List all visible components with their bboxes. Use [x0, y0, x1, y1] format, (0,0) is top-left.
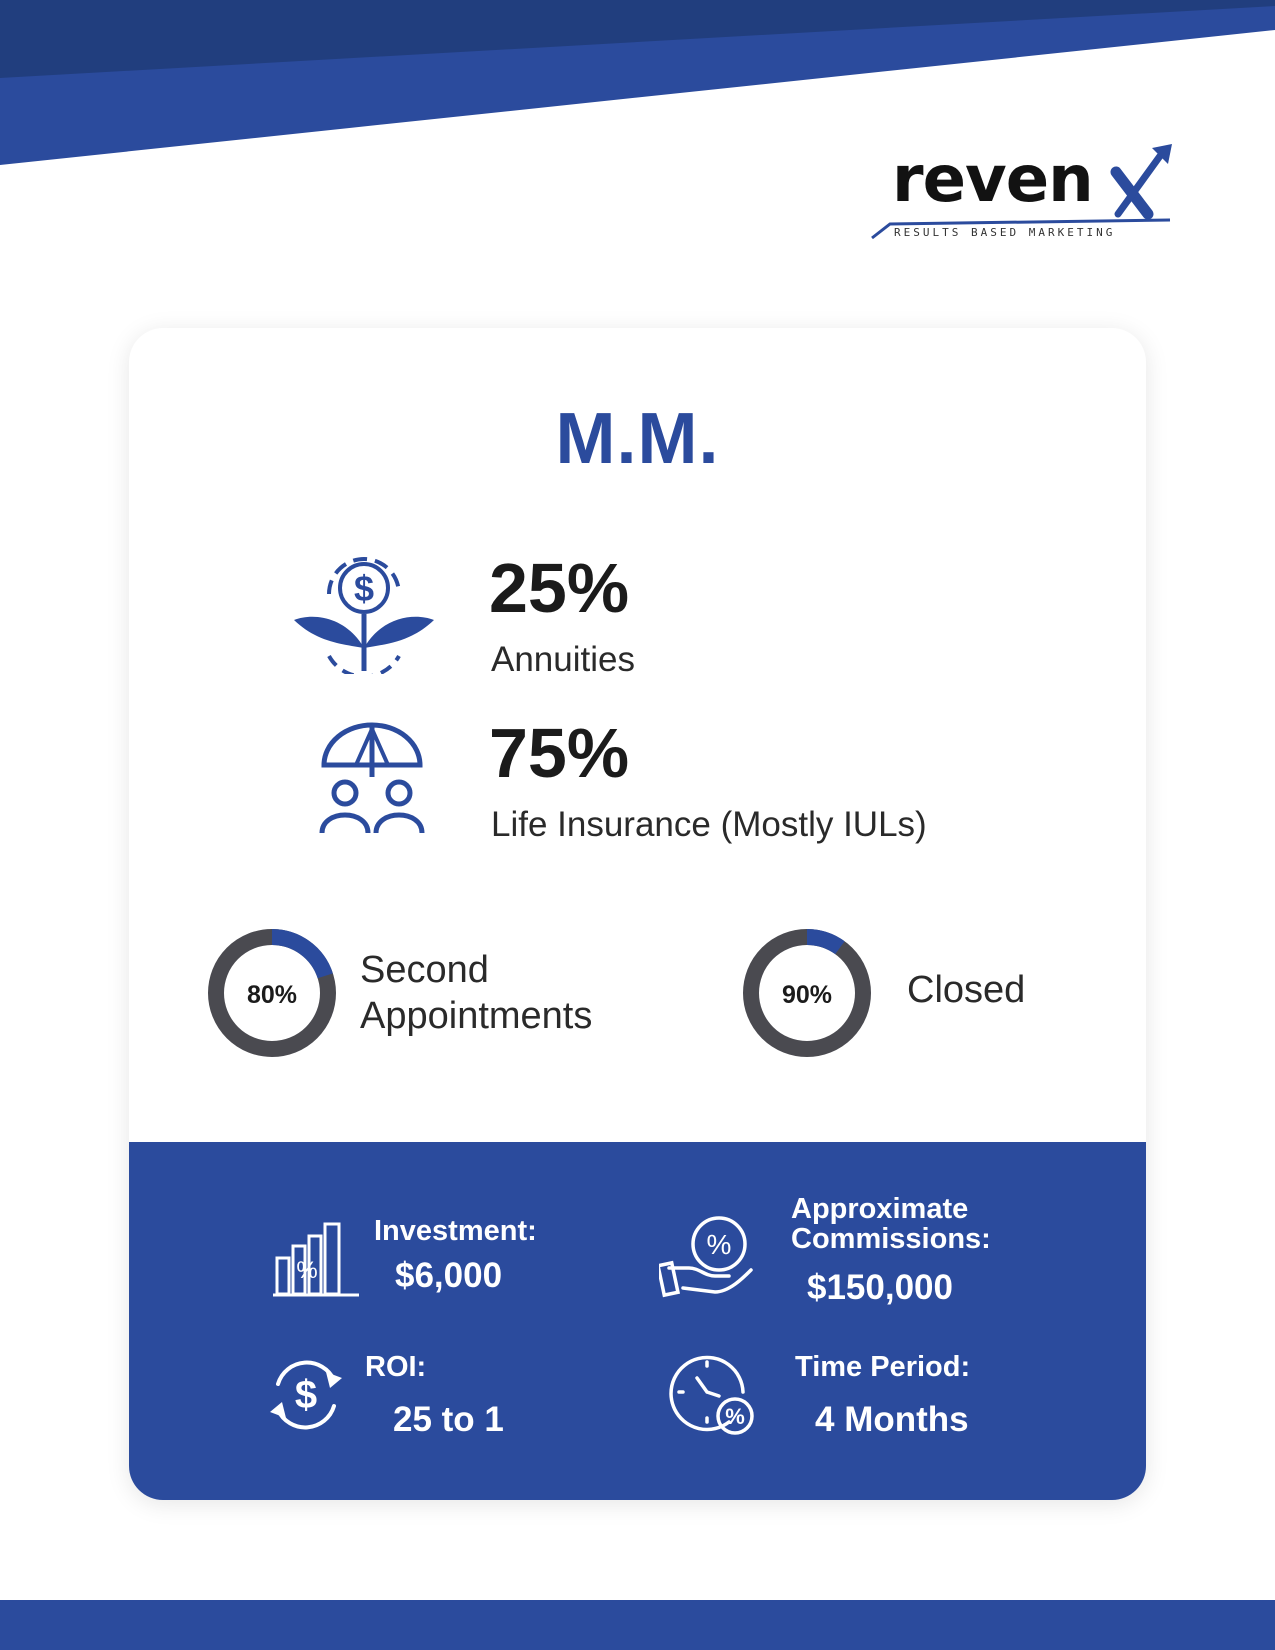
life-insurance-stat	[304, 713, 1004, 843]
time-period-label: Time Period:	[795, 1351, 971, 1383]
roi-metric	[264, 1348, 564, 1448]
second-appointments-label	[360, 947, 592, 1039]
logo-wordmark: reven	[892, 143, 1093, 217]
investment-value: $6,000	[395, 1256, 503, 1295]
percent-bar-chart-icon	[273, 1218, 359, 1298]
closed-donut	[739, 925, 875, 1061]
client-name: M.M.	[555, 399, 720, 479]
svg-text:%: %	[296, 1257, 318, 1284]
svg-text:%: %	[725, 1404, 745, 1429]
closed-label: Closed	[907, 969, 1026, 1011]
commissions-label-line1: Approximate	[791, 1193, 969, 1225]
svg-text:$: $	[294, 1373, 318, 1417]
annuities-label: Annuities	[491, 640, 635, 679]
logo-tagline: RESULTS BASED MARKETING	[894, 226, 1116, 239]
commissions-metric	[659, 1194, 1019, 1314]
second-appointments-donut	[204, 925, 340, 1061]
commissions-value: $150,000	[807, 1268, 953, 1307]
second-appointments-percent: 80%	[246, 981, 298, 1009]
investment-metric	[273, 1208, 573, 1308]
life-insurance-percent: 75%	[489, 714, 630, 792]
svg-text:%: %	[706, 1229, 732, 1260]
roi-label: ROI:	[365, 1351, 427, 1383]
commissions-label-line2: Commissions:	[791, 1223, 991, 1255]
time-period-value: 4 Months	[815, 1400, 969, 1439]
money-plant-icon	[289, 556, 439, 674]
dollar-cycle-icon	[264, 1354, 348, 1436]
second-appointments-rate	[204, 925, 644, 1065]
svg-text:$: $	[353, 568, 375, 609]
hand-percent-coin-icon	[659, 1214, 755, 1300]
second-appointments-label-line2: Appointments	[360, 995, 593, 1037]
revenx-logo	[870, 140, 1190, 250]
bottom-bar	[0, 1600, 1275, 1650]
commissions-label	[791, 1194, 991, 1254]
logo-x-arrow-icon	[1108, 142, 1178, 222]
life-insurance-label: Life Insurance (Mostly IULs)	[491, 805, 927, 844]
closed-rate	[739, 925, 1079, 1065]
roi-value: 25 to 1	[393, 1400, 504, 1439]
clock-percent-icon	[669, 1352, 759, 1438]
umbrella-family-icon	[312, 721, 432, 839]
second-appointments-label-line1: Second	[360, 949, 489, 991]
investment-label: Investment:	[374, 1215, 537, 1247]
closed-percent: 90%	[781, 981, 833, 1009]
results-panel	[129, 1142, 1146, 1500]
time-period-metric	[669, 1348, 1009, 1448]
annuities-stat	[304, 548, 954, 678]
annuities-percent: 25%	[489, 549, 630, 627]
case-study-card	[129, 328, 1146, 1500]
